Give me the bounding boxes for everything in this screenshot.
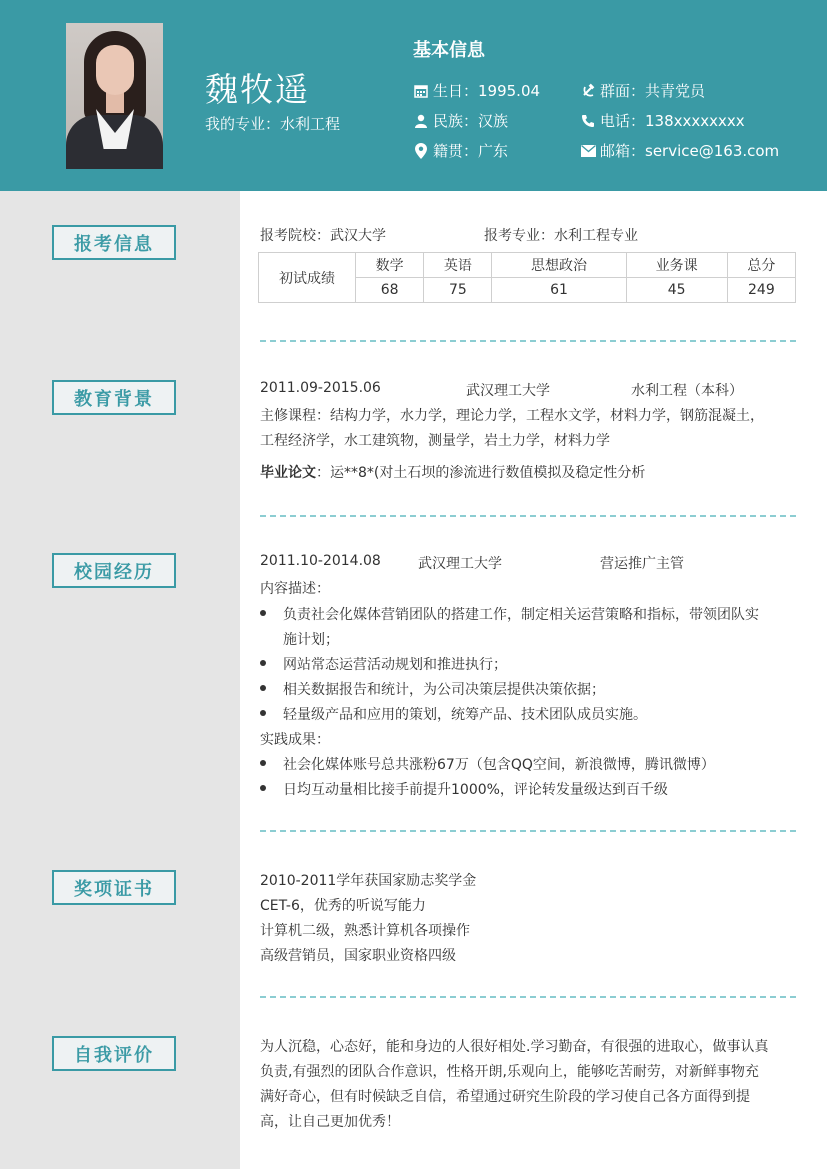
- campus-org: 武汉理工大学: [418, 556, 502, 572]
- campus-result-label: 实践成果：: [260, 732, 330, 748]
- exam-school: 报考院校：武汉大学: [260, 228, 386, 244]
- score-row-label: 初试成绩: [259, 253, 356, 303]
- campus-period: 2011.10-2014.08: [260, 553, 381, 569]
- left-sidebar: [0, 191, 240, 1169]
- info-phone-text: 电话：138xxxxxxxx: [600, 112, 745, 130]
- education-courses-line1: 主修课程：结构力学，水力学，理论力学，工程水文学，材料力学，钢筋混凝土，: [260, 408, 764, 424]
- phone-icon: [580, 113, 596, 129]
- score-table: [258, 252, 796, 303]
- resume-header: [0, 0, 827, 191]
- section-divider: [260, 996, 796, 998]
- info-origin: [413, 140, 508, 161]
- info-phone: [580, 110, 745, 131]
- table-row: [259, 253, 796, 278]
- education-courses-line2: 工程经济学，水工建筑物，测量学，岩土力学，材料力学: [260, 433, 610, 449]
- education-period: 2011.09-2015.06: [260, 380, 381, 396]
- section-title-awards: 奖项证书: [52, 870, 176, 905]
- thesis-text: ：运**8*(对土石坝的渗流进行数值模拟及稳定性分析: [316, 465, 646, 481]
- section-title-exam: 报考信息: [52, 225, 176, 260]
- score-header: 思想政治: [492, 253, 626, 278]
- info-origin-text: 籍贯：广东: [433, 142, 509, 160]
- self-eval-line: 为人沉稳，心态好，能和身边的人很好相处.学习勤奋，有很强的进取心，做事认真: [260, 1039, 769, 1055]
- score-value: 68: [356, 278, 424, 303]
- info-email: [580, 140, 779, 161]
- section-title-self: 自我评价: [52, 1036, 176, 1071]
- score-value: 249: [727, 278, 795, 303]
- user-icon: [413, 113, 429, 129]
- section-title-campus: 校园经历: [52, 553, 176, 588]
- exam-major: 报考专业：水利工程专业: [484, 228, 638, 244]
- thesis-label: 毕业论文: [260, 465, 316, 481]
- score-value: 61: [492, 278, 626, 303]
- campus-role: 营运推广主管: [600, 556, 684, 572]
- self-eval-line: 高，让自己更加优秀！: [260, 1114, 400, 1130]
- score-header: 英语: [424, 253, 492, 278]
- score-value: 75: [424, 278, 492, 303]
- award-item: CET-6，优秀的听说写能力: [260, 898, 426, 914]
- info-ethnicity-text: 民族：汉族: [433, 112, 509, 130]
- score-header: 数学: [356, 253, 424, 278]
- education-degree: 水利工程（本科）: [631, 383, 743, 399]
- section-divider: [260, 830, 796, 832]
- campus-desc-label: 内容描述：: [260, 581, 330, 597]
- list-item-continued: 施计划；: [283, 632, 339, 648]
- award-item: 2010-2011学年获国家励志奖学金: [260, 873, 477, 889]
- info-party: [580, 80, 705, 101]
- applicant-name: 魏牧遥: [205, 70, 310, 109]
- score-value: 45: [626, 278, 727, 303]
- award-item: 高级营销员，国家职业资格四级: [260, 948, 456, 964]
- hammer-sickle-icon: [580, 83, 596, 99]
- info-birthday: [413, 80, 540, 101]
- self-eval-line: 满好奇心，但有时候缺乏自信，希望通过研究生阶段的学习使自己各方面得到提: [260, 1089, 750, 1105]
- calendar-icon: [413, 83, 429, 99]
- score-header: 业务课: [626, 253, 727, 278]
- envelope-icon: [580, 143, 596, 159]
- education-thesis: [260, 462, 645, 482]
- score-header: 总分: [727, 253, 795, 278]
- award-item: 计算机二级，熟悉计算机各项操作: [260, 923, 470, 939]
- section-title-education: 教育背景: [52, 380, 176, 415]
- basic-info-title: 基本信息: [413, 40, 485, 61]
- profile-photo: [66, 23, 163, 169]
- applicant-major: 我的专业：水利工程: [205, 115, 341, 133]
- info-email-text: 邮箱：service@163.com: [600, 142, 780, 160]
- location-pin-icon: [413, 143, 429, 159]
- education-school: 武汉理工大学: [466, 383, 550, 399]
- info-ethnicity: [413, 110, 508, 131]
- section-divider: [260, 340, 796, 342]
- section-divider: [260, 515, 796, 517]
- info-birthday-text: 生日：1995.04: [433, 82, 541, 100]
- info-party-text: 群面：共青党员: [600, 82, 706, 100]
- self-eval-line: 负责,有强烈的团队合作意识，性格开朗,乐观向上，能够吃苦耐劳，对新鲜事物充: [260, 1064, 759, 1080]
